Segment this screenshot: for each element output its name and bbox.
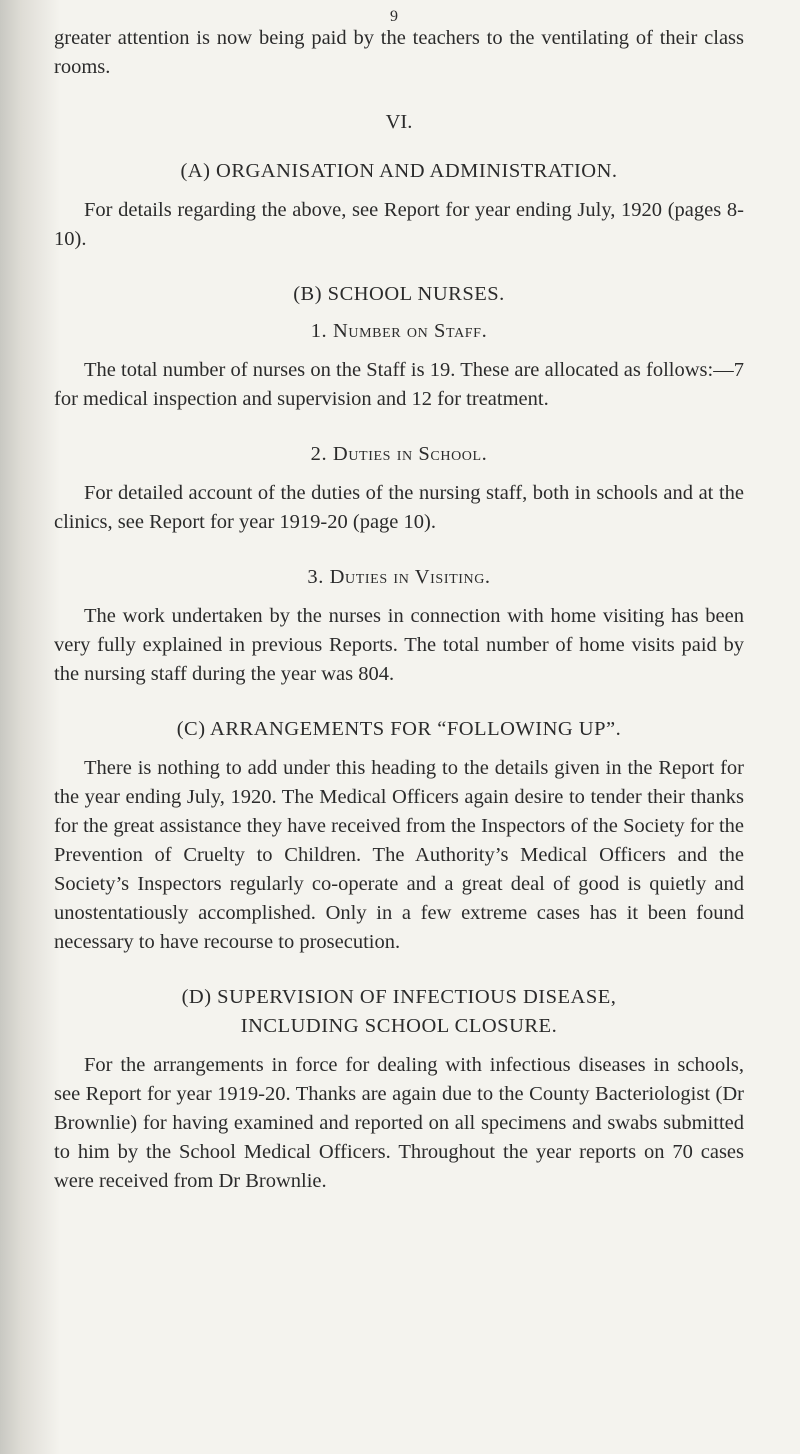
section-b-sub3-heading: 3. Duties in Visiting. xyxy=(307,566,491,588)
section-c-text: There is nothing to add under this heading to the details given in the Report for the year ending July, 1920. The Medical Officers again desire to tender their thanks for the great assistance they have received from the Inspectors of the Society for the Prevention of Cruelty to Children. The Authority’s Medical Officers and the Society’s Inspectors regularly co-operate and a great deal of good is quietly and unostentatiously accomplished. Only in a few extreme cases has it been found necessary to have recourse to prosecution. xyxy=(54,757,744,953)
section-b-heading: (B) SCHOOL NURSES. xyxy=(293,283,505,305)
section-a-text: For details regarding the above, see Report for year ending July, 1920 (pages 8-10). xyxy=(54,199,744,250)
section-d-heading-line2: INCLUDING SCHOOL CLOSURE. xyxy=(240,1015,558,1037)
intro-paragraph: greater attention is now being paid by the teachers to the ventilating of their class rooms. xyxy=(54,27,744,78)
section-number: VI. xyxy=(385,111,413,133)
section-c-heading: (C) ARRANGEMENTS FOR “FOLLOWING UP”. xyxy=(176,718,622,740)
section-b-sub2-text: For detailed account of the duties of the nursing staff, both in schools and at the clinics, see Report for year 1919-20 (page 10). xyxy=(54,482,744,533)
page-edge-shadow xyxy=(0,0,60,1454)
page-number: 9 xyxy=(390,8,398,25)
section-b-sub3-text: The work undertaken by the nurses in connection with home visiting has been very fully explained in previous Reports. The total number of home visits paid by the nursing staff during the year was 804. xyxy=(54,605,744,685)
section-b-sub2-heading: 2. Duties in School. xyxy=(310,443,488,465)
section-d-heading-line1: (D) SUPERVISION OF INFECTIOUS DISEASE, xyxy=(181,986,617,1008)
document-page xyxy=(54,0,744,1196)
section-a-heading: (A) ORGANISATION AND ADMINISTRATION. xyxy=(180,160,618,182)
section-b-sub1-text: The total number of nurses on the Staff is 19. These are allocated as follows:—7 for medical inspection and supervision and 12 for treatment. xyxy=(54,359,744,410)
section-b-sub1-heading: 1. Number on Staff. xyxy=(310,320,488,342)
section-d-text: For the arrangements in force for dealing with infectious diseases in schools, see Report for year 1919-20. Thanks are again due to the County Bacteriologist (Dr Brownlie) for having examined and reported on all specimens and swabs submitted to him by the School Medical Officers. Throughout the year reports on 70 cases were received from Dr Brownlie. xyxy=(54,1054,744,1192)
